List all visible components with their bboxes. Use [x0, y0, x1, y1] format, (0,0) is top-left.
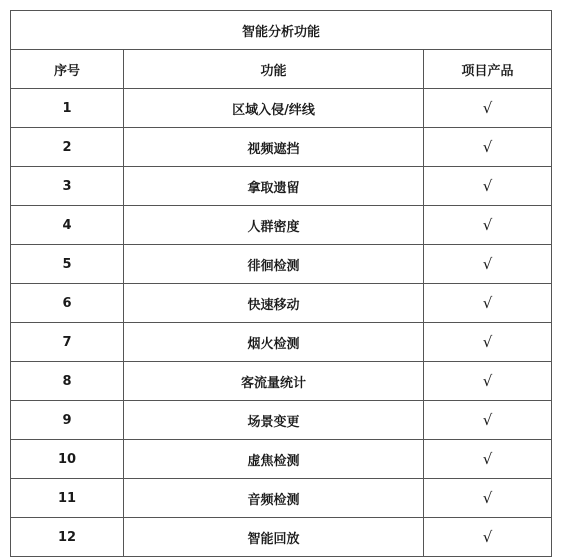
- row-check-mark: √: [424, 128, 552, 167]
- row-function: 场景变更: [124, 401, 424, 440]
- row-check-mark: √: [424, 245, 552, 284]
- table-header-row: [11, 50, 552, 89]
- row-function: 客流量统计: [124, 362, 424, 401]
- table-row: [11, 323, 552, 362]
- row-function: 拿取遗留: [124, 167, 424, 206]
- table-row: [11, 128, 552, 167]
- table-row: [11, 440, 552, 479]
- row-index: 5: [11, 245, 124, 284]
- table-row: [11, 518, 552, 557]
- table-title: 智能分析功能: [11, 11, 552, 50]
- row-check-mark: √: [424, 401, 552, 440]
- row-check-mark: √: [424, 518, 552, 557]
- row-function: 智能回放: [124, 518, 424, 557]
- document-page: [10, 10, 551, 558]
- table-row: [11, 245, 552, 284]
- row-index: 9: [11, 401, 124, 440]
- row-index: 2: [11, 128, 124, 167]
- row-check-mark: √: [424, 206, 552, 245]
- table-row: [11, 167, 552, 206]
- row-check-mark: √: [424, 362, 552, 401]
- row-index: 10: [11, 440, 124, 479]
- row-function: 快速移动: [124, 284, 424, 323]
- row-index: 8: [11, 362, 124, 401]
- header-product: 项目产品: [424, 50, 552, 89]
- row-index: 11: [11, 479, 124, 518]
- row-index: 7: [11, 323, 124, 362]
- row-function: 区域入侵/绊线: [124, 89, 424, 128]
- row-check-mark: √: [424, 323, 552, 362]
- header-index: 序号: [11, 50, 124, 89]
- row-check-mark: √: [424, 89, 552, 128]
- feature-table: [10, 10, 552, 557]
- row-function: 视频遮挡: [124, 128, 424, 167]
- row-function: 徘徊检测: [124, 245, 424, 284]
- table-row: [11, 89, 552, 128]
- row-index: 12: [11, 518, 124, 557]
- header-function: 功能: [124, 50, 424, 89]
- row-index: 6: [11, 284, 124, 323]
- row-check-mark: √: [424, 440, 552, 479]
- row-check-mark: √: [424, 167, 552, 206]
- table-row: [11, 401, 552, 440]
- row-index: 3: [11, 167, 124, 206]
- row-index: 4: [11, 206, 124, 245]
- table-row: [11, 479, 552, 518]
- row-check-mark: √: [424, 479, 552, 518]
- row-function: 音频检测: [124, 479, 424, 518]
- row-function: 烟火检测: [124, 323, 424, 362]
- table-row: [11, 284, 552, 323]
- row-function: 虚焦检测: [124, 440, 424, 479]
- row-index: 1: [11, 89, 124, 128]
- table-title-row: [11, 11, 552, 50]
- table-row: [11, 362, 552, 401]
- row-function: 人群密度: [124, 206, 424, 245]
- table-row: [11, 206, 552, 245]
- row-check-mark: √: [424, 284, 552, 323]
